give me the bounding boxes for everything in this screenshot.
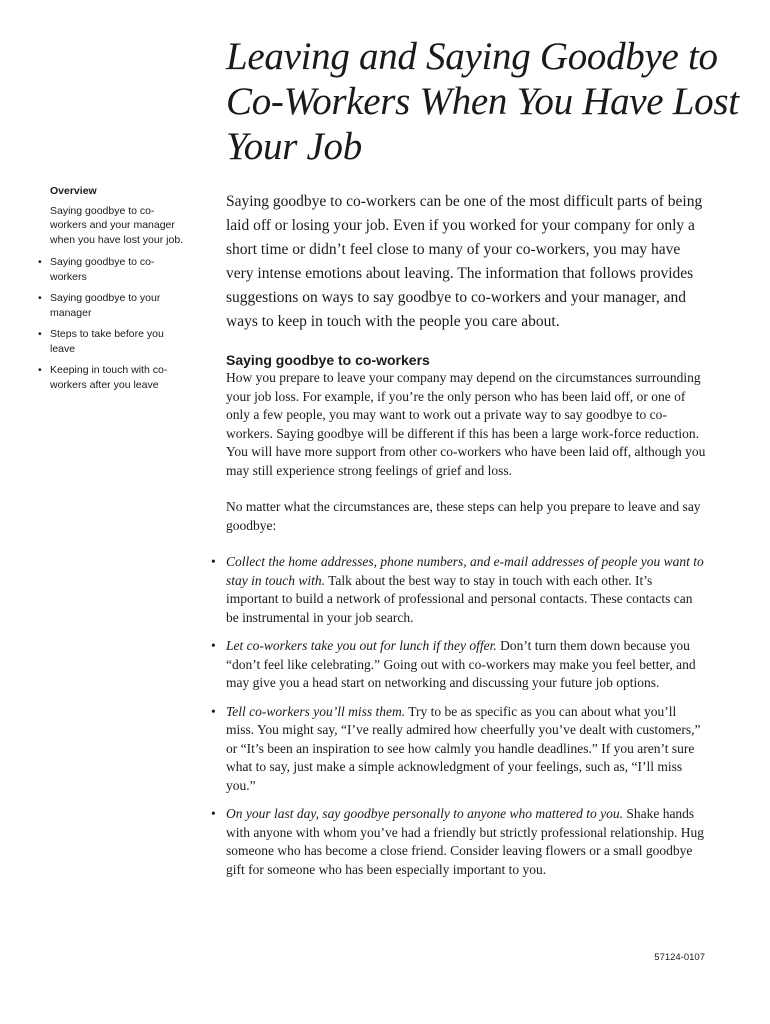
steps-list bbox=[211, 553, 706, 879]
bullet-dot-icon: • bbox=[211, 554, 216, 569]
sidebar-heading: Overview bbox=[50, 185, 97, 197]
intro-paragraph: Saying goodbye to co-workers can be one of the most difficult parts of being laid off or losing your job. Even if you worked for your company for only a short time or didn’t feel close to many of your co-workers, you may have very intense emotions about leaving. The information that follows provides suggestions on ways to say goodbye to co-workers and your manager, and ways to keep in touch with the people you care about. bbox=[226, 193, 703, 330]
sidebar-list bbox=[37, 255, 187, 392]
section-heading: Saying goodbye to co-workers bbox=[226, 352, 430, 368]
bullet-text: Shake hands with anyone with whom you’ve had a friendly but strictly professional relationship. Hug someone who has become a close friend. Consider leaving flowers or a small goodbye gift for someone who has been especially important to you. bbox=[226, 806, 705, 877]
overview-sidebar bbox=[37, 184, 187, 399]
sidebar-intro: Saying goodbye to co-workers and your manager when you have lost your job. bbox=[50, 204, 184, 246]
bullet-lead: Let co-workers take you out for lunch if they offer. bbox=[226, 638, 497, 653]
list-item bbox=[211, 703, 706, 796]
main-content bbox=[211, 190, 706, 889]
document-code: 57124-0107 bbox=[654, 952, 705, 963]
sidebar-item-saying-goodbye-coworkers: • Saying goodbye to co-workers bbox=[37, 255, 187, 284]
section-paragraph: How you prepare to leave your company may depend on the circumstances surrounding your job loss. For example, if you’re the only person who has been laid off, or one of only a few people, you may want to work out a private way to say goodbye to co-workers. Saying goodbye will be different if this has been a large work-force reduction. You will have more support from other co-workers who have been laid off, although you may still experience strong feelings of grief and loss. bbox=[226, 370, 706, 478]
bullet-dot-icon: • bbox=[211, 806, 216, 821]
sidebar-item-steps-before-leave: • Steps to take before you leave bbox=[37, 327, 187, 356]
list-item bbox=[211, 553, 706, 627]
bullet-text: Talk about the best way to stay in touch with each other. It’s important to build a network of professional and personal contacts. These contacts can be instrumental in your job search. bbox=[226, 572, 693, 625]
list-item bbox=[211, 805, 706, 879]
bullet-lead: Collect the home addresses, phone numbers, and e-mail addresses of people you want to stay in touch with. bbox=[226, 554, 704, 588]
list-item bbox=[211, 637, 706, 693]
bullet-text: Don’t turn them down because you “don’t feel like celebrating.” Going out with co-workers may make you feel better, and may give you a head start on networking and discussing your future job options. bbox=[226, 638, 696, 690]
bullet-dot-icon: • bbox=[211, 638, 216, 653]
bullet-lead: On your last day, say goodbye personally to anyone who mattered to you. bbox=[226, 806, 623, 821]
bullet-lead: Tell co-workers you’ll miss them. bbox=[226, 703, 406, 719]
page-title: Leaving and Saying Goodbye to Co-Workers When You Have Lost Your Job bbox=[226, 35, 739, 168]
bullet-dot-icon: • bbox=[211, 703, 216, 719]
bullet-text: Try to be as specific as you can about what you’ll miss. You might say, “I’ve really admired how cheerfully you’ve dealt with customers,” or “It’s been an inspiration to see how calmly you handle deadlines.” If you aren’t sure what to say, just make a simple acknowledgment of your feelings, such as, “I’ll miss you.” bbox=[226, 703, 701, 793]
steps-intro-paragraph: No matter what the circumstances are, these steps can help you prepare to leave and say goodbye: bbox=[226, 499, 701, 533]
sidebar-item-keeping-in-touch: • Keeping in touch with co-workers after you leave bbox=[37, 363, 187, 392]
sidebar-item-saying-goodbye-manager: • Saying goodbye to your manager bbox=[37, 291, 187, 320]
